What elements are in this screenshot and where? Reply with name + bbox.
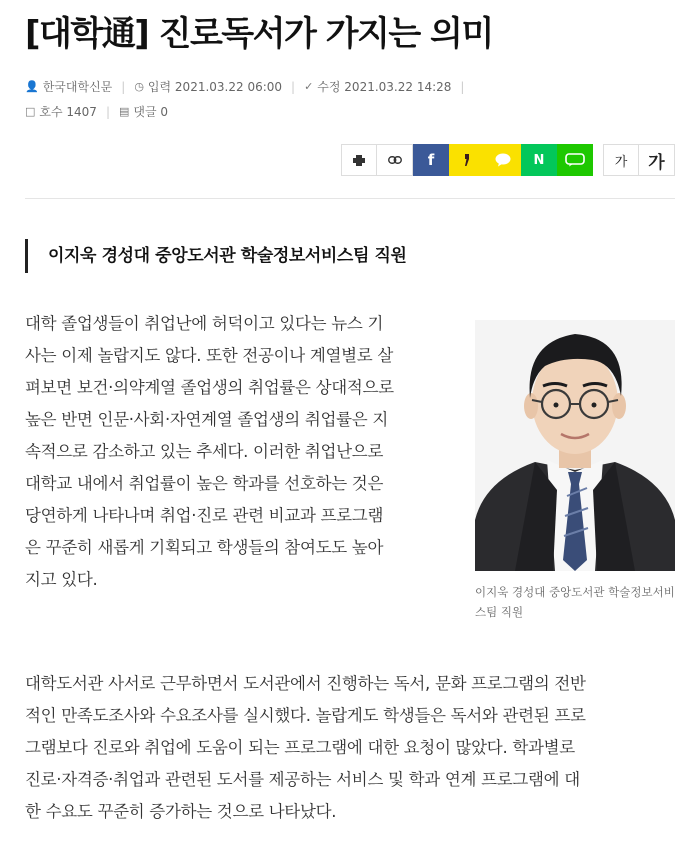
share-toolbar <box>341 144 593 176</box>
comment-count[interactable] <box>119 103 168 120</box>
article-meta <box>25 78 473 95</box>
article-paragraph-1 <box>25 308 455 596</box>
published-text: 입력 2021.03.22 06:00 <box>147 80 283 94</box>
modified-text: 수정 2021.03.22 14:28 <box>317 80 452 94</box>
meta-separator: | <box>291 79 296 94</box>
band-share-button[interactable] <box>557 144 593 176</box>
kakaostory-share-button[interactable] <box>449 144 485 176</box>
paragraph-line: 한 수요도 꾸준히 증가하는 것으로 나타났다. <box>25 802 337 821</box>
portrait-image <box>475 320 675 571</box>
monitor-icon: □ <box>25 105 36 118</box>
kakaostory-icon <box>463 153 471 167</box>
clock-icon: ◷ <box>134 80 144 93</box>
comment-icon: ▤ <box>119 105 130 118</box>
facebook-icon: f <box>427 151 435 169</box>
band-icon <box>565 153 585 167</box>
naver-share-button[interactable] <box>521 144 557 176</box>
naver-icon: N <box>533 152 545 168</box>
font-increase-button[interactable]: 가 <box>639 144 675 176</box>
paragraph-line: 사는 이제 놀랍지도 않다. 또한 전공이나 계열별로 살 <box>25 346 393 365</box>
print-icon <box>353 155 365 166</box>
print-button[interactable] <box>341 144 377 176</box>
kakaotalk-icon <box>495 153 511 167</box>
article-meta-2 <box>25 103 168 120</box>
published-date <box>134 78 282 95</box>
person-icon: 👤 <box>25 80 39 93</box>
author-name: 한국대학신문 <box>42 80 113 94</box>
paragraph-line: 펴보면 보건·의약계열 졸업생의 취업률은 상대적으로 <box>25 378 394 397</box>
paragraph-line: 높은 반면 인문·사회·자연계열 졸업생의 취업률은 지 <box>25 410 389 429</box>
modified-date <box>304 78 451 95</box>
author-photo <box>475 320 675 571</box>
meta-separator: | <box>121 79 126 94</box>
paragraph-line: 당연하게 나타나며 취업·진로 관련 비교과 프로그램 <box>25 506 384 525</box>
meta-separator: | <box>460 79 465 94</box>
author <box>25 78 112 95</box>
check-circle-icon: ✓ <box>304 80 314 93</box>
meta-separator: | <box>105 104 110 119</box>
issue-number <box>25 103 97 120</box>
copy-link-button[interactable] <box>377 144 413 176</box>
paragraph-line: 대학 졸업생들이 취업난에 허덕이고 있다는 뉴스 기 <box>25 314 384 333</box>
paragraph-line: 은 꾸준히 새롭게 기획되고 학생들의 참여도도 높아 <box>25 538 384 557</box>
issue-text: 호수 1407 <box>39 105 97 119</box>
paragraph-line: 속적으로 감소하고 있는 추세다. 이러한 취업난으로 <box>25 442 384 461</box>
paragraph-line: 지고 있다. <box>25 570 98 589</box>
paragraph-line: 대학도서관 사서로 근무하면서 도서관에서 진행하는 독서, 문화 프로그램의 전반 <box>25 674 586 693</box>
font-decrease-button[interactable]: 가 <box>603 144 639 176</box>
comment-text[interactable]: 댓글 0 <box>133 105 169 119</box>
photo-caption: 이지욱 경성대 중앙도서관 학술정보서비스팀 직원 <box>475 585 675 619</box>
kakaotalk-share-button[interactable] <box>485 144 521 176</box>
link-icon <box>388 156 402 164</box>
paragraph-line: 적인 만족도조사와 수요조사를 실시했다. 놀랍게도 학생들은 독서와 관련된 프로 <box>25 706 586 725</box>
facebook-share-button[interactable] <box>413 144 449 176</box>
article-title: [대학通] 진로독서가 가지는 의미 <box>25 14 493 54</box>
font-size-controls <box>603 144 675 176</box>
article-paragraph-2 <box>25 668 677 828</box>
paragraph-line: 그램보다 진로와 취업에 도움이 되는 프로그램에 대한 요청이 많았다. 학과별로 <box>25 738 575 757</box>
paragraph-line: 대학교 내에서 취업률이 높은 학과를 선호하는 것은 <box>25 474 384 493</box>
paragraph-line: 진로·자격증·취업과 관련된 도서를 제공하는 서비스 및 학과 연계 프로그램에 대 <box>25 770 580 789</box>
divider <box>25 198 675 199</box>
article-subtitle: 이지욱 경성대 중앙도서관 학술정보서비스팀 직원 <box>25 239 407 273</box>
